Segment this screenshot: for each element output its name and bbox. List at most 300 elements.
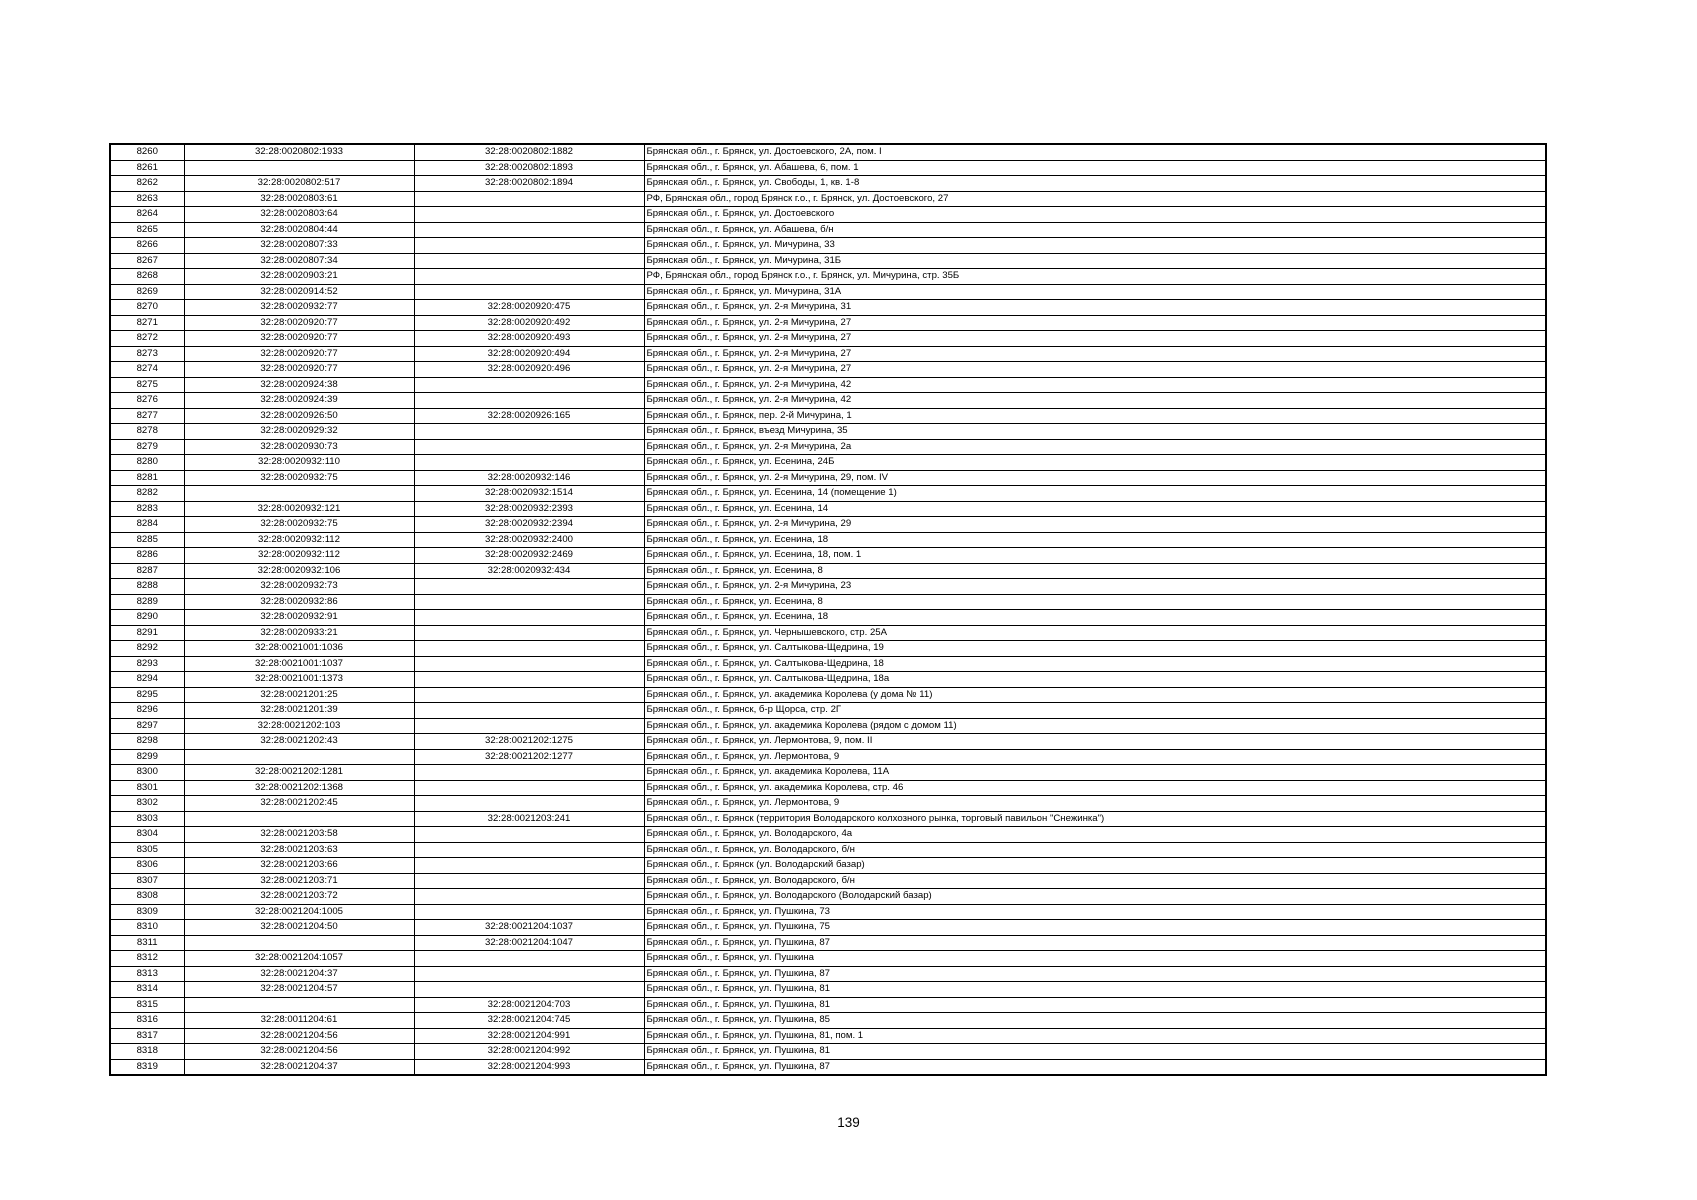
address-cell: Брянская обл., г. Брянск, ул. 2-я Мичурина, 31 (644, 300, 1546, 316)
address-cell: Брянская обл., г. Брянск, ул. Пушкина, 87 (644, 935, 1546, 951)
cadastral-number-cell: 32:28:0021201:25 (184, 687, 414, 703)
table-row (110, 703, 1546, 719)
related-cadastral-number-cell (414, 455, 644, 471)
cadastral-number-cell: 32:28:0021203:66 (184, 858, 414, 874)
table-row (110, 625, 1546, 641)
cadastral-number-cell: 32:28:0020920:77 (184, 362, 414, 378)
related-cadastral-number-cell (414, 687, 644, 703)
related-cadastral-number-cell (414, 672, 644, 688)
row-number-cell: 8296 (110, 703, 184, 719)
cadastral-number-cell: 32:28:0020932:121 (184, 501, 414, 517)
related-cadastral-number-cell: 32:28:0020920:496 (414, 362, 644, 378)
related-cadastral-number-cell: 32:28:0021202:1277 (414, 749, 644, 765)
row-number-cell: 8309 (110, 904, 184, 920)
table-row (110, 269, 1546, 285)
cadastral-number-cell: 32:28:0020802:517 (184, 176, 414, 192)
table-row (110, 377, 1546, 393)
row-number-cell: 8288 (110, 579, 184, 595)
table-row (110, 548, 1546, 564)
address-cell: РФ, Брянская обл., город Брянск г.о., г. Брянск, ул. Достоевского, 27 (644, 191, 1546, 207)
related-cadastral-number-cell: 32:28:0020920:493 (414, 331, 644, 347)
row-number-cell: 8295 (110, 687, 184, 703)
table-row (110, 284, 1546, 300)
row-number-cell: 8277 (110, 408, 184, 424)
address-cell: Брянская обл., г. Брянск, ул. Салтыкова-Щедрина, 19 (644, 641, 1546, 657)
row-number-cell: 8304 (110, 827, 184, 843)
address-cell: Брянская обл., г. Брянск, ул. 2-я Мичурина, 2а (644, 439, 1546, 455)
cadastral-number-cell: 32:28:0021203:71 (184, 873, 414, 889)
cadastral-number-cell: 32:28:0020932:86 (184, 594, 414, 610)
row-number-cell: 8271 (110, 315, 184, 331)
related-cadastral-number-cell (414, 765, 644, 781)
table-row (110, 734, 1546, 750)
table-row (110, 424, 1546, 440)
related-cadastral-number-cell: 32:28:0020932:2393 (414, 501, 644, 517)
cadastral-number-cell: 32:28:0020932:112 (184, 548, 414, 564)
address-cell: РФ, Брянская обл., город Брянск г.о., г. Брянск, ул. Мичурина, стр. 35Б (644, 269, 1546, 285)
row-number-cell: 8260 (110, 144, 184, 160)
registry-table-body (110, 144, 1546, 1075)
address-cell: Брянская обл., г. Брянск, ул. 2-я Мичурина, 29 (644, 517, 1546, 533)
cadastral-number-cell: 32:28:0020803:64 (184, 207, 414, 223)
table-row (110, 393, 1546, 409)
cadastral-number-cell: 32:28:0020933:21 (184, 625, 414, 641)
row-number-cell: 8307 (110, 873, 184, 889)
related-cadastral-number-cell (414, 966, 644, 982)
address-cell: Брянская обл., г. Брянск, ул. Мичурина, 33 (644, 238, 1546, 254)
address-cell: Брянская обл., г. Брянск, ул. Пушкина, 73 (644, 904, 1546, 920)
table-row (110, 672, 1546, 688)
row-number-cell: 8292 (110, 641, 184, 657)
related-cadastral-number-cell: 32:28:0020932:146 (414, 470, 644, 486)
row-number-cell: 8290 (110, 610, 184, 626)
related-cadastral-number-cell (414, 827, 644, 843)
cadastral-number-cell: 32:28:0021202:103 (184, 718, 414, 734)
table-row (110, 362, 1546, 378)
table-row (110, 563, 1546, 579)
related-cadastral-number-cell (414, 904, 644, 920)
row-number-cell: 8299 (110, 749, 184, 765)
table-row (110, 889, 1546, 905)
cadastral-number-cell: 32:28:0020932:91 (184, 610, 414, 626)
row-number-cell: 8310 (110, 920, 184, 936)
address-cell: Брянская обл., г. Брянск, ул. Пушкина, 85 (644, 1013, 1546, 1029)
row-number-cell: 8305 (110, 842, 184, 858)
row-number-cell: 8316 (110, 1013, 184, 1029)
table-row (110, 579, 1546, 595)
address-cell: Брянская обл., г. Брянск, ул. Володарского, 4а (644, 827, 1546, 843)
row-number-cell: 8311 (110, 935, 184, 951)
address-cell: Брянская обл., г. Брянск, ул. Салтыкова-Щедрина, 18 (644, 656, 1546, 672)
table-row (110, 935, 1546, 951)
related-cadastral-number-cell: 32:28:0020920:475 (414, 300, 644, 316)
cadastral-number-cell: 32:28:0021201:39 (184, 703, 414, 719)
address-cell: Брянская обл., г. Брянск, ул. Абашева, 6, пом. 1 (644, 160, 1546, 176)
cadastral-number-cell: 32:28:0021204:1057 (184, 951, 414, 967)
row-number-cell: 8313 (110, 966, 184, 982)
table-row (110, 455, 1546, 471)
related-cadastral-number-cell (414, 610, 644, 626)
related-cadastral-number-cell (414, 780, 644, 796)
address-cell: Брянская обл., г. Брянск, ул. Есенина, 24Б (644, 455, 1546, 471)
related-cadastral-number-cell (414, 238, 644, 254)
related-cadastral-number-cell (414, 269, 644, 285)
cadastral-number-cell: 32:28:0020926:50 (184, 408, 414, 424)
cadastral-number-cell: 32:28:0020932:75 (184, 470, 414, 486)
row-number-cell: 8268 (110, 269, 184, 285)
related-cadastral-number-cell (414, 951, 644, 967)
related-cadastral-number-cell: 32:28:0020802:1894 (414, 176, 644, 192)
cadastral-number-cell: 32:28:0020807:34 (184, 253, 414, 269)
address-cell: Брянская обл., г. Брянск, ул. Есенина, 8 (644, 594, 1546, 610)
cadastral-number-cell: 32:28:0020804:44 (184, 222, 414, 238)
cadastral-number-cell: 32:28:0020920:77 (184, 346, 414, 362)
related-cadastral-number-cell (414, 858, 644, 874)
address-cell: Брянская обл., г. Брянск, ул. 2-я Мичурина, 27 (644, 331, 1546, 347)
table-row (110, 796, 1546, 812)
row-number-cell: 8317 (110, 1028, 184, 1044)
row-number-cell: 8272 (110, 331, 184, 347)
table-row (110, 532, 1546, 548)
address-cell: Брянская обл., г. Брянск, ул. академика Королева, стр. 46 (644, 780, 1546, 796)
table-row (110, 842, 1546, 858)
address-cell: Брянская обл., г. Брянск, ул. 2-я Мичурина, 29, пом. IV (644, 470, 1546, 486)
cadastral-number-cell: 32:28:0020930:73 (184, 439, 414, 455)
address-cell: Брянская обл., г. Брянск, ул. Мичурина, 31Б (644, 253, 1546, 269)
address-cell: Брянская обл., г. Брянск, ул. академика Королева (у дома № 11) (644, 687, 1546, 703)
cadastral-number-cell: 32:28:0021204:56 (184, 1044, 414, 1060)
address-cell: Брянская обл., г. Брянск, ул. академика Королева (рядом с домом 11) (644, 718, 1546, 734)
address-cell: Брянская обл., г. Брянск, ул. Достоевского (644, 207, 1546, 223)
cadastral-number-cell: 32:28:0020807:33 (184, 238, 414, 254)
related-cadastral-number-cell: 32:28:0021204:993 (414, 1059, 644, 1075)
related-cadastral-number-cell: 32:28:0020932:2394 (414, 517, 644, 533)
cadastral-number-cell: 32:28:0021204:56 (184, 1028, 414, 1044)
cadastral-number-cell: 32:28:0021204:50 (184, 920, 414, 936)
related-cadastral-number-cell: 32:28:0021204:745 (414, 1013, 644, 1029)
row-number-cell: 8289 (110, 594, 184, 610)
cadastral-number-cell: 32:28:0020932:77 (184, 300, 414, 316)
cadastral-number-cell: 32:28:0021203:72 (184, 889, 414, 905)
cadastral-number-cell: 32:28:0020914:52 (184, 284, 414, 300)
address-cell: Брянская обл., г. Брянск, ул. академика Королева, 11А (644, 765, 1546, 781)
related-cadastral-number-cell (414, 253, 644, 269)
related-cadastral-number-cell: 32:28:0020926:165 (414, 408, 644, 424)
address-cell: Брянская обл., г. Брянск, ул. 2-я Мичурина, 27 (644, 315, 1546, 331)
table-row (110, 594, 1546, 610)
row-number-cell: 8283 (110, 501, 184, 517)
row-number-cell: 8274 (110, 362, 184, 378)
table-row (110, 238, 1546, 254)
address-cell: Брянская обл., г. Брянск, ул. Абашева, б/н (644, 222, 1546, 238)
cadastral-number-cell: 32:28:0021001:1037 (184, 656, 414, 672)
table-row (110, 904, 1546, 920)
address-cell: Брянская обл., г. Брянск, ул. Володарского, б/н (644, 873, 1546, 889)
related-cadastral-number-cell (414, 222, 644, 238)
table-row (110, 982, 1546, 998)
row-number-cell: 8261 (110, 160, 184, 176)
address-cell: Брянская обл., г. Брянск (ул. Володарский базар) (644, 858, 1546, 874)
table-row (110, 1059, 1546, 1075)
table-row (110, 144, 1546, 160)
row-number-cell: 8264 (110, 207, 184, 223)
row-number-cell: 8281 (110, 470, 184, 486)
address-cell: Брянская обл., г. Брянск, ул. Мичурина, 31А (644, 284, 1546, 300)
related-cadastral-number-cell: 32:28:0020932:1514 (414, 486, 644, 502)
row-number-cell: 8300 (110, 765, 184, 781)
table-row (110, 331, 1546, 347)
address-cell: Брянская обл., г. Брянск, ул. 2-я Мичурина, 27 (644, 362, 1546, 378)
table-row (110, 439, 1546, 455)
address-cell: Брянская обл., г. Брянск, ул. Пушкина, 81, пом. 1 (644, 1028, 1546, 1044)
table-row (110, 687, 1546, 703)
cadastral-number-cell: 32:28:0020932:106 (184, 563, 414, 579)
row-number-cell: 8280 (110, 455, 184, 471)
related-cadastral-number-cell (414, 207, 644, 223)
table-row (110, 207, 1546, 223)
cadastral-number-cell: 32:28:0021001:1373 (184, 672, 414, 688)
row-number-cell: 8263 (110, 191, 184, 207)
address-cell: Брянская обл., г. Брянск, ул. Пушкина, 87 (644, 1059, 1546, 1075)
cadastral-number-cell (184, 997, 414, 1013)
row-number-cell: 8273 (110, 346, 184, 362)
page-number: 139 (837, 1115, 860, 1130)
address-cell: Брянская обл., г. Брянск, ул. Чернышевского, стр. 25А (644, 625, 1546, 641)
registry-table (109, 143, 1547, 1076)
cadastral-number-cell: 32:28:0011204:61 (184, 1013, 414, 1029)
cadastral-number-cell: 32:28:0021204:1005 (184, 904, 414, 920)
related-cadastral-number-cell (414, 982, 644, 998)
table-row (110, 1013, 1546, 1029)
row-number-cell: 8303 (110, 811, 184, 827)
cadastral-number-cell: 32:28:0020932:75 (184, 517, 414, 533)
table-row (110, 408, 1546, 424)
related-cadastral-number-cell (414, 703, 644, 719)
cadastral-number-cell (184, 486, 414, 502)
row-number-cell: 8319 (110, 1059, 184, 1075)
table-row (110, 300, 1546, 316)
related-cadastral-number-cell (414, 796, 644, 812)
address-cell: Брянская обл., г. Брянск, пер. 2-й Мичурина, 1 (644, 408, 1546, 424)
row-number-cell: 8315 (110, 997, 184, 1013)
related-cadastral-number-cell (414, 284, 644, 300)
cadastral-number-cell: 32:28:0021204:37 (184, 1059, 414, 1075)
table-row (110, 315, 1546, 331)
row-number-cell: 8286 (110, 548, 184, 564)
related-cadastral-number-cell: 32:28:0020932:434 (414, 563, 644, 579)
related-cadastral-number-cell (414, 191, 644, 207)
address-cell: Брянская обл., г. Брянск, ул. 2-я Мичурина, 27 (644, 346, 1546, 362)
address-cell: Брянская обл., г. Брянск, ул. Володарского (Володарский базар) (644, 889, 1546, 905)
row-number-cell: 8306 (110, 858, 184, 874)
row-number-cell: 8275 (110, 377, 184, 393)
address-cell: Брянская обл., г. Брянск, ул. Володарского, б/н (644, 842, 1546, 858)
cadastral-number-cell: 32:28:0020932:112 (184, 532, 414, 548)
address-cell: Брянская обл., г. Брянск, ул. 2-я Мичурина, 42 (644, 377, 1546, 393)
related-cadastral-number-cell: 32:28:0021204:1037 (414, 920, 644, 936)
address-cell: Брянская обл., г. Брянск, ул. Свободы, 1, кв. 1-8 (644, 176, 1546, 192)
table-row (110, 501, 1546, 517)
related-cadastral-number-cell (414, 393, 644, 409)
cadastral-number-cell: 32:28:0021001:1036 (184, 641, 414, 657)
related-cadastral-number-cell: 32:28:0021203:241 (414, 811, 644, 827)
related-cadastral-number-cell: 32:28:0021204:992 (414, 1044, 644, 1060)
address-cell: Брянская обл., г. Брянск, ул. Есенина, 18, пом. 1 (644, 548, 1546, 564)
address-cell: Брянская обл., г. Брянск, ул. Салтыкова-Щедрина, 18а (644, 672, 1546, 688)
related-cadastral-number-cell: 32:28:0020932:2469 (414, 548, 644, 564)
address-cell: Брянская обл., г. Брянск, ул. Пушкина, 81 (644, 997, 1546, 1013)
address-cell: Брянская обл., г. Брянск, ул. Пушкина, 87 (644, 966, 1546, 982)
table-row (110, 470, 1546, 486)
row-number-cell: 8297 (110, 718, 184, 734)
related-cadastral-number-cell (414, 625, 644, 641)
cadastral-number-cell: 32:28:0021202:45 (184, 796, 414, 812)
table-row (110, 858, 1546, 874)
row-number-cell: 8276 (110, 393, 184, 409)
related-cadastral-number-cell: 32:28:0021204:991 (414, 1028, 644, 1044)
row-number-cell: 8267 (110, 253, 184, 269)
address-cell: Брянская обл., г. Брянск, ул. Есенина, 18 (644, 532, 1546, 548)
address-cell: Брянская обл., г. Брянск, ул. Есенина, 14 (помещение 1) (644, 486, 1546, 502)
row-number-cell: 8285 (110, 532, 184, 548)
cadastral-number-cell: 32:28:0020932:110 (184, 455, 414, 471)
row-number-cell: 8262 (110, 176, 184, 192)
row-number-cell: 8279 (110, 439, 184, 455)
address-cell: Брянская обл., г. Брянск, въезд Мичурина, 35 (644, 424, 1546, 440)
table-row (110, 486, 1546, 502)
cadastral-number-cell: 32:28:0021202:43 (184, 734, 414, 750)
address-cell: Брянская обл., г. Брянск, ул. Достоевского, 2А, пом. I (644, 144, 1546, 160)
row-number-cell: 8312 (110, 951, 184, 967)
table-row (110, 780, 1546, 796)
cadastral-number-cell: 32:28:0021202:1368 (184, 780, 414, 796)
address-cell: Брянская обл., г. Брянск, ул. Есенина, 14 (644, 501, 1546, 517)
address-cell: Брянская обл., г. Брянск (территория Володарского колхозного рынка, торговый павильон "Снежинка") (644, 811, 1546, 827)
related-cadastral-number-cell (414, 377, 644, 393)
table-row (110, 346, 1546, 362)
table-row (110, 718, 1546, 734)
row-number-cell: 8308 (110, 889, 184, 905)
related-cadastral-number-cell (414, 873, 644, 889)
row-number-cell: 8282 (110, 486, 184, 502)
row-number-cell: 8265 (110, 222, 184, 238)
related-cadastral-number-cell: 32:28:0020802:1893 (414, 160, 644, 176)
related-cadastral-number-cell: 32:28:0020932:2400 (414, 532, 644, 548)
table-row (110, 222, 1546, 238)
related-cadastral-number-cell (414, 842, 644, 858)
address-cell: Брянская обл., г. Брянск, ул. Пушкина, 81 (644, 1044, 1546, 1060)
row-number-cell: 8270 (110, 300, 184, 316)
address-cell: Брянская обл., г. Брянск, ул. 2-я Мичурина, 42 (644, 393, 1546, 409)
address-cell: Брянская обл., г. Брянск, ул. Лермонтова, 9 (644, 749, 1546, 765)
cadastral-number-cell: 32:28:0020924:39 (184, 393, 414, 409)
cadastral-number-cell: 32:28:0020802:1933 (184, 144, 414, 160)
related-cadastral-number-cell: 32:28:0021202:1275 (414, 734, 644, 750)
table-row (110, 1044, 1546, 1060)
row-number-cell: 8266 (110, 238, 184, 254)
cadastral-number-cell: 32:28:0020924:38 (184, 377, 414, 393)
related-cadastral-number-cell: 32:28:0020802:1882 (414, 144, 644, 160)
row-number-cell: 8301 (110, 780, 184, 796)
cadastral-number-cell: 32:28:0021203:58 (184, 827, 414, 843)
table-row (110, 827, 1546, 843)
address-cell: Брянская обл., г. Брянск, ул. Лермонтова, 9 (644, 796, 1546, 812)
address-cell: Брянская обл., г. Брянск, ул. Пушкина (644, 951, 1546, 967)
table-row (110, 873, 1546, 889)
address-cell: Брянская обл., г. Брянск, ул. Пушкина, 75 (644, 920, 1546, 936)
cadastral-number-cell (184, 811, 414, 827)
cadastral-number-cell (184, 749, 414, 765)
cadastral-number-cell (184, 160, 414, 176)
related-cadastral-number-cell: 32:28:0021204:1047 (414, 935, 644, 951)
address-cell: Брянская обл., г. Брянск, ул. Есенина, 8 (644, 563, 1546, 579)
table-row (110, 517, 1546, 533)
related-cadastral-number-cell (414, 656, 644, 672)
related-cadastral-number-cell (414, 889, 644, 905)
cadastral-number-cell: 32:28:0020920:77 (184, 331, 414, 347)
row-number-cell: 8287 (110, 563, 184, 579)
row-number-cell: 8269 (110, 284, 184, 300)
cadastral-number-cell: 32:28:0020903:21 (184, 269, 414, 285)
related-cadastral-number-cell: 32:28:0020920:492 (414, 315, 644, 331)
address-cell: Брянская обл., г. Брянск, б-р Щорса, стр. 2Г (644, 703, 1546, 719)
cadastral-number-cell: 32:28:0021204:37 (184, 966, 414, 982)
row-number-cell: 8293 (110, 656, 184, 672)
address-cell: Брянская обл., г. Брянск, ул. Лермонтова, 9, пом. II (644, 734, 1546, 750)
table-row (110, 160, 1546, 176)
table-row (110, 811, 1546, 827)
cadastral-number-cell: 32:28:0021204:57 (184, 982, 414, 998)
cadastral-number-cell: 32:28:0021203:63 (184, 842, 414, 858)
related-cadastral-number-cell (414, 424, 644, 440)
table-row (110, 951, 1546, 967)
row-number-cell: 8284 (110, 517, 184, 533)
table-row (110, 176, 1546, 192)
cadastral-number-cell: 32:28:0020932:73 (184, 579, 414, 595)
cadastral-number-cell: 32:28:0020803:61 (184, 191, 414, 207)
related-cadastral-number-cell (414, 594, 644, 610)
row-number-cell: 8318 (110, 1044, 184, 1060)
table-row (110, 656, 1546, 672)
related-cadastral-number-cell (414, 439, 644, 455)
cadastral-number-cell: 32:28:0020920:77 (184, 315, 414, 331)
cadastral-number-cell: 32:28:0021202:1281 (184, 765, 414, 781)
row-number-cell: 8314 (110, 982, 184, 998)
related-cadastral-number-cell: 32:28:0021204:703 (414, 997, 644, 1013)
table-row (110, 749, 1546, 765)
row-number-cell: 8302 (110, 796, 184, 812)
address-cell: Брянская обл., г. Брянск, ул. Пушкина, 81 (644, 982, 1546, 998)
table-row (110, 997, 1546, 1013)
cadastral-number-cell: 32:28:0020929:32 (184, 424, 414, 440)
table-row (110, 191, 1546, 207)
related-cadastral-number-cell (414, 718, 644, 734)
table-row (110, 610, 1546, 626)
address-cell: Брянская обл., г. Брянск, ул. 2-я Мичурина, 23 (644, 579, 1546, 595)
table-row (110, 966, 1546, 982)
table-row (110, 920, 1546, 936)
row-number-cell: 8298 (110, 734, 184, 750)
address-cell: Брянская обл., г. Брянск, ул. Есенина, 18 (644, 610, 1546, 626)
table-row (110, 1028, 1546, 1044)
row-number-cell: 8291 (110, 625, 184, 641)
table-row (110, 765, 1546, 781)
related-cadastral-number-cell (414, 579, 644, 595)
related-cadastral-number-cell (414, 641, 644, 657)
row-number-cell: 8278 (110, 424, 184, 440)
row-number-cell: 8294 (110, 672, 184, 688)
table-row (110, 641, 1546, 657)
